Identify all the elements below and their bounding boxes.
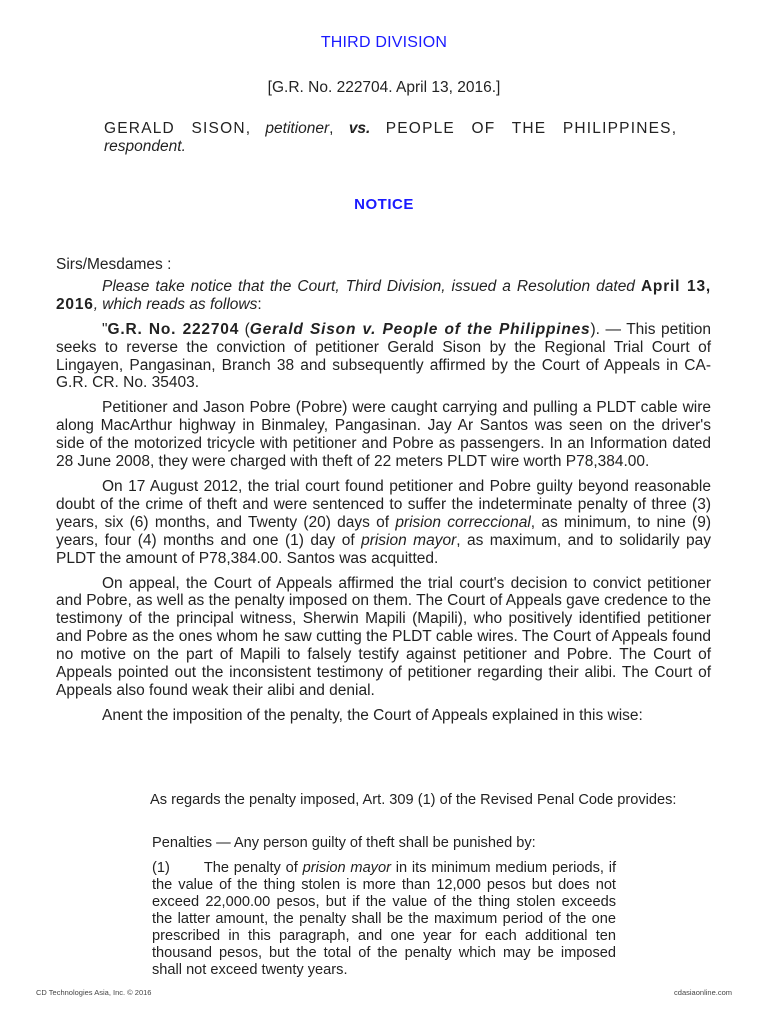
case-parties: GERALD SISON, petitioner, vs. PEOPLE OF THE PHILIPPINES, respondent.: [104, 120, 676, 155]
paragraph-5: Anent the imposition of the penalty, the Court of Appeals explained in this wise:: [102, 706, 643, 724]
clause-text-b: in its minimum medium periods, if the value of the thing stolen is more than 12,000 pesos but does not exceed 22,000.00 pesos, but if the value of the thing stolen exceeds the latter amount, the penalty shall be the maximum period of the one prescribed in this paragraph, and one year for each additional ten thousand pesos, but the total of the penalty which may be imposed shall not exceed twenty years.: [152, 860, 617, 978]
paragraph-3: [56, 478, 711, 568]
quote-penalties-heading: Penalties — Any person guilty of theft shall be punished by:: [152, 835, 536, 851]
quote-intro: As regards the penalty imposed, Art. 309 (1) of the Revised Penal Code provides:: [150, 792, 677, 808]
versus-label: vs.: [348, 120, 371, 137]
intro-tail: , which reads as follows: [93, 295, 258, 313]
resolution-date: April 13, 2016: [56, 277, 711, 313]
salutation: Sirs/Mesdames :: [56, 256, 172, 273]
term-prision-correccional: prision correccional: [395, 513, 531, 531]
open-quote: ": [102, 320, 108, 338]
notice-title: NOTICE: [354, 196, 414, 213]
quote-clause-1: [152, 860, 616, 979]
petitioner-role: petitioner: [265, 120, 330, 137]
notice-body: [56, 256, 711, 725]
paragraph-1-text: ). — This petition seeks to reverse the conviction of petitioner Gerald Sison by the Regional Trial Court of Lingayen, Pangasinan, Branch 38 and subsequently affirmed by the Court of Appeals in CA-G.R. CR. No. 35403.: [56, 320, 711, 392]
paragraph-3-part2: , as minimum, to nine (9) years, four (4) months and one (1) day of: [56, 513, 712, 549]
paren-open: (: [239, 320, 250, 338]
term-prision-mayor: prision mayor: [361, 531, 457, 549]
block-quote: [104, 792, 711, 809]
paragraph-2: Petitioner and Jason Pobre (Pobre) were caught carrying and pulling a PLDT cable wire along MacArthur highway in Binmaley, Pangasinan. Jay Ar Santos was seen on the driver's side of the motorized tricycle with petitioner and Pobre as passengers. In an Information dated 28 June 2008, they were charged with theft of 22 meters PLDT wire worth P78,384.00.: [56, 399, 711, 471]
case-number: [G.R. No. 222704. April 13, 2016.]: [267, 79, 501, 96]
paragraph-4: On appeal, the Court of Appeals affirmed the trial court's decision to convict petitioner and Pobre, as well as the penalty imposed on them. The Court of Appeals gave credence to the testimony of the principal witness, Sherwin Mapili (Mapili), who positively identified petitioner and Pobre as the ones whom he saw cutting the PLDT cable wires. The Court of Appeals found no motive on the part of Mapili to falsely testify against petitioner and Pobre. The Court of Appeals pointed out the inconsistent testimony of petitioner regarding their alibi. The Court of Appeals also found weak their alibi and denial.: [56, 574, 711, 699]
clause-number: (1): [152, 860, 170, 876]
paragraph-3-part3: , as maximum, and to solidarily pay PLDT the amount of P78,384.00. Santos was acquitted.: [56, 531, 711, 567]
intro-paragraph: Please take notice that the Court, Third Division, issued a Resolution dated April 13, 2016, which reads as follows:: [56, 277, 711, 313]
footer-site: cdasiaonline.com: [674, 988, 732, 997]
division-heading: THIRD DIVISION: [320, 34, 448, 51]
petitioner-name: GERALD SISON: [104, 120, 246, 137]
case-reference: G.R. No. 222704: [107, 320, 240, 338]
respondent-role: respondent: [104, 138, 182, 155]
paragraph-3-part1: On 17 August 2012, the trial court found petitioner and Pobre guilty beyond reasonable doubt of the crime of theft and were sentenced to suffer the indeterminate penalty of three (3) years, six (6) months, and Twenty (20) days of: [56, 477, 711, 531]
clause-term: prision mayor: [302, 860, 391, 876]
paragraph-1: [56, 321, 711, 393]
footer-copyright: CD Technologies Asia, Inc. © 2016: [36, 988, 152, 997]
clause-text-a: The penalty of: [203, 860, 303, 876]
quote-article-clause: [152, 860, 616, 979]
respondent-name: PEOPLE OF THE PHILIPPINES: [385, 120, 672, 137]
quote-penalties-heading-wrap: [152, 835, 616, 852]
intro-lead: Please take notice that the Court, Third Division, issued a Resolution dated: [102, 277, 635, 295]
case-title: Gerald Sison v. People of the Philippines: [249, 320, 591, 338]
